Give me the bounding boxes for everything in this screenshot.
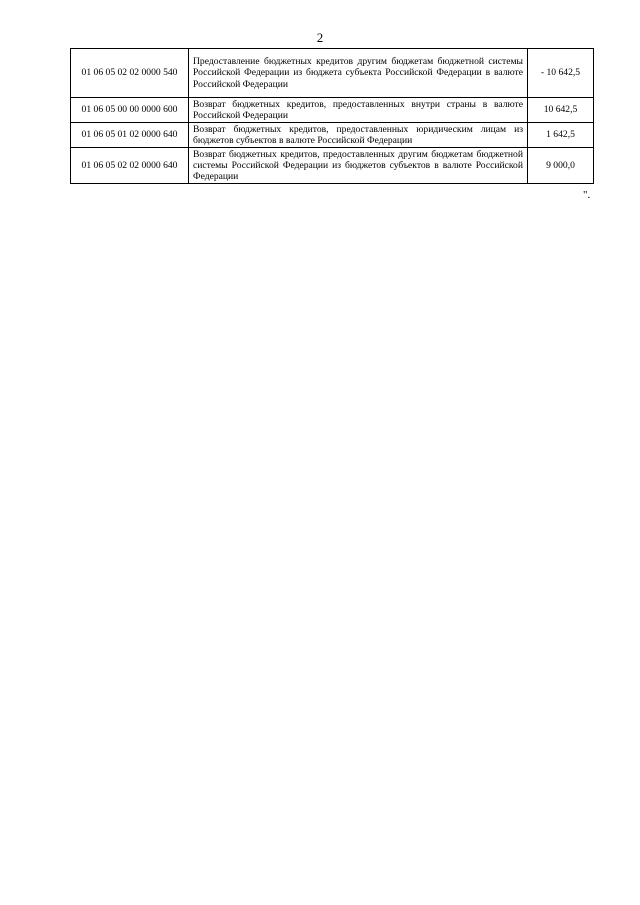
table-row [71,49,594,98]
page-number: 2 [316,30,324,45]
description-cell: Возврат бюджетных кредитов, предоставленных другим бюджетам бюджетной системы Российской Федерации из бюджетов субъектов в валюте Российской Федерации [189,148,528,184]
description-cell: Возврат бюджетных кредитов, предоставленных внутри страны в валюте Российской Федерации [189,98,528,123]
table-row [71,148,594,184]
budget-code-cell: 01 06 05 02 02 0000 540 [71,49,189,98]
amount-cell: 10 642,5 [528,98,594,123]
closing-quote-mark: ". [583,189,591,201]
description-cell: Предоставление бюджетных кредитов другим бюджетам бюджетной системы Российской Федерации из бюджета субъекта Российской Федерации в валюте Российской Федерации [189,49,528,98]
description-cell: Возврат бюджетных кредитов, предоставленных юридическим лицам из бюджетов субъектов в валюте Российской Федерации [189,123,528,148]
budget-sources-table [70,48,594,184]
table-row [71,98,594,123]
amount-cell: 9 000,0 [528,148,594,184]
budget-code-cell: 01 06 05 02 02 0000 640 [71,148,189,184]
table-row [71,123,594,148]
amount-cell: - 10 642,5 [528,49,594,98]
amount-cell: 1 642,5 [528,123,594,148]
budget-code-cell: 01 06 05 00 00 0000 600 [71,98,189,123]
budget-code-cell: 01 06 05 01 02 0000 640 [71,123,189,148]
